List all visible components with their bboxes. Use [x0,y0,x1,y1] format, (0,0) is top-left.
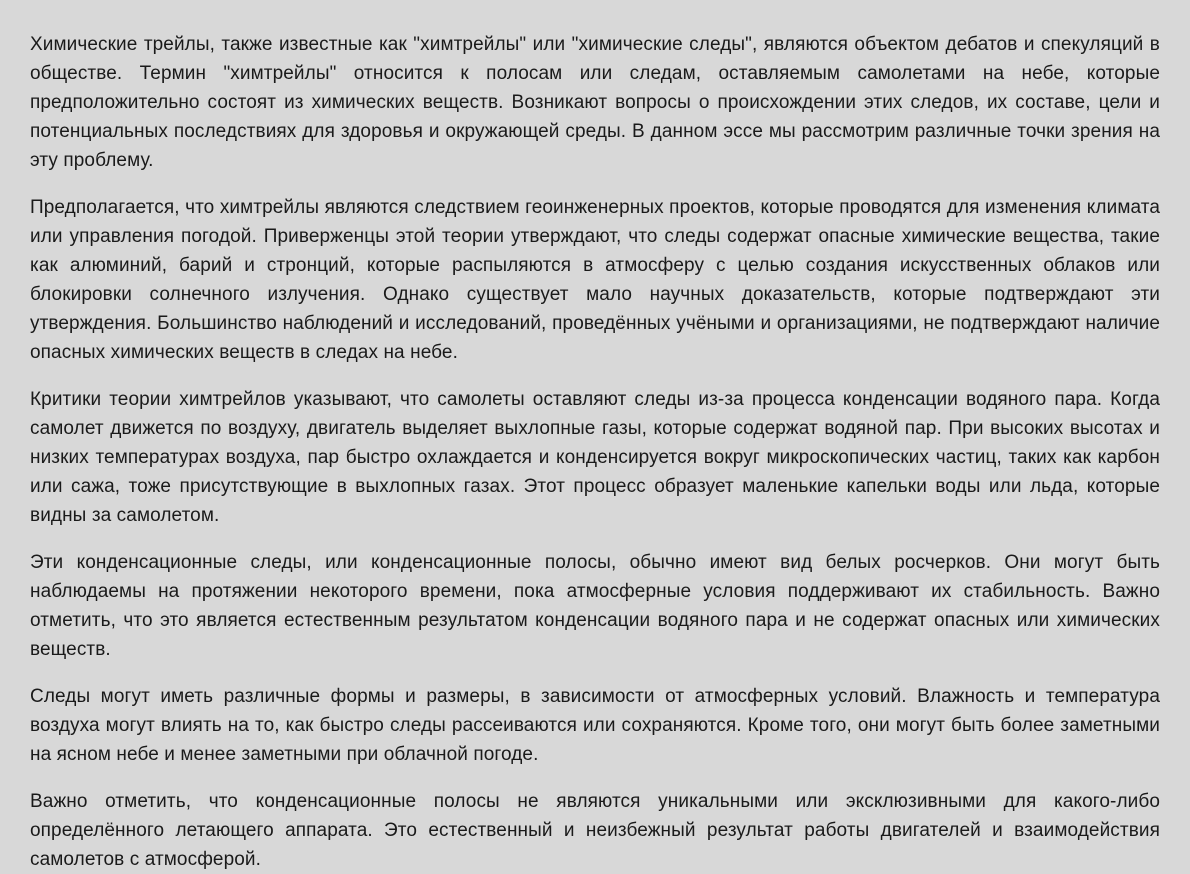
paragraph-intro: Химические трейлы, также известные как "химтрейлы" или "химические следы", являются объектом дебатов и спекуляций в обществе. Термин "химтрейлы" относится к полосам или следам, оставляемым самолетами на небе, которые предположительно состоят из химических веществ. Возникают вопросы о происхождении этих следов, их составе, цели и потенциальных последствиях для здоровья и окружающей среды. В данном эссе мы рассмотрим различные точки зрения на эту проблему. [30,34,1160,171]
paragraph-contrails: Эти конденсационные следы, или конденсационные полосы, обычно имеют вид белых росчерков. Они могут быть наблюдаемы на протяжении некоторого времени, пока атмосферные условия поддерживают их стабильность. Важно отметить, что это является естественным результатом конденсации водяного пара и не содержат опасных или химических веществ. [30,552,1160,660]
essay-text-block [30,30,1160,874]
paragraph-conclusion: Важно отметить, что конденсационные полосы не являются уникальными или эксклюзивными для какого-либо определённого летающего аппарата. Это естественный и неизбежный результат работы двигателей и взаимодействия самолетов с атмосферой. [30,791,1160,870]
paragraph-shapes: Следы могут иметь различные формы и размеры, в зависимости от атмосферных условий. Влажность и температура воздуха могут влиять на то, как быстро следы рассеиваются или сохраняются. Кроме того, они могут быть более заметными на ясном небе и менее заметными при облачной погоде. [30,686,1160,765]
paragraph-critics: Критики теории химтрейлов указывают, что самолеты оставляют следы из-за процесса конденсации водяного пара. Когда самолет движется по воздуху, двигатель выделяет выхлопные газы, которые содержат водяной пар. При высоких высотах и низких температурах воздуха, пар быстро охлаждается и конденсируется вокруг микроскопических частиц, таких как карбон или сажа, тоже присутствующие в выхлопных газах. Этот процесс образует маленькие капельки воды или льда, которые видны за самолетом. [30,389,1160,526]
paragraph-theory: Предполагается, что химтрейлы являются следствием геоинженерных проектов, которые проводятся для изменения климата или управления погодой. Приверженцы этой теории утверждают, что следы содержат опасные химические вещества, такие как алюминий, барий и стронций, которые распыляются в атмосферу с целью создания искусственных облаков или блокировки солнечного излучения. Однако существует мало научных доказательств, которые подтверждают эти утверждения. Большинство наблюдений и исследований, проведённых учёными и организациями, не подтверждают наличие опасных химических веществ в следах на небе. [30,197,1160,363]
